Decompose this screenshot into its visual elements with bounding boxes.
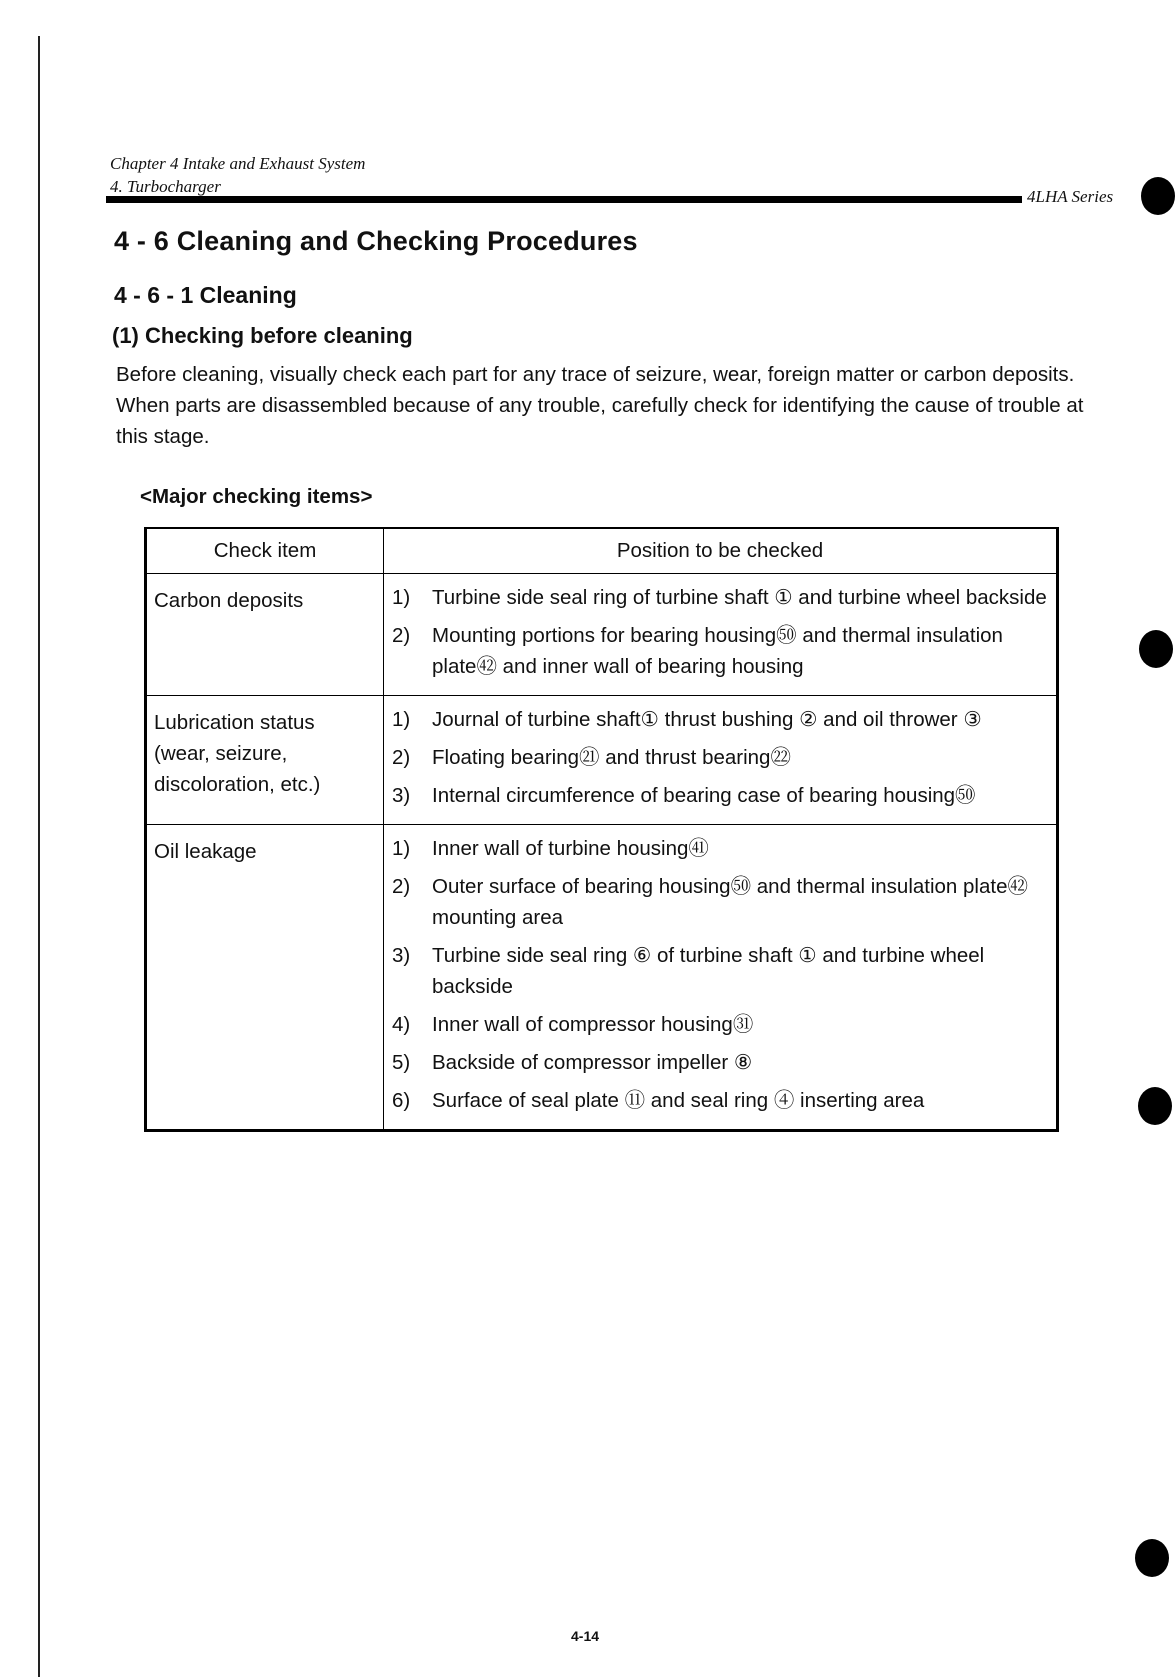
position-item (392, 1085, 1050, 1116)
major-items-label: <Major checking items> (140, 485, 373, 508)
header-check-item: Check item (146, 528, 384, 574)
header-position: Position to be checked (384, 528, 1058, 574)
position-text: Turbine side seal ring ⑥ of turbine shaft ① and turbine wheel backside (432, 944, 985, 998)
section-heading: 4 - 6 - 1 Cleaning (114, 282, 297, 308)
punch-hole (1135, 1539, 1169, 1577)
check-item-cell: Oil leakage (146, 825, 384, 1131)
binding-line (38, 36, 40, 1677)
intro-paragraph: Before cleaning, visually check each part for any trace of seizure, wear, foreign matter or carbon deposits. When parts are disassembled because of any trouble, carefully check for identifying the cause of trouble at this stage. (116, 363, 1084, 448)
position-number: 1) (392, 837, 411, 860)
position-cell (384, 825, 1058, 1131)
position-text: Floating bearing㉑ and thrust bearing㉒ (432, 746, 791, 769)
header-rule (106, 196, 1022, 203)
position-item (392, 1009, 1050, 1040)
punch-hole (1138, 1087, 1172, 1125)
table-row (146, 696, 1058, 825)
table-row (146, 574, 1058, 696)
position-item (392, 780, 1050, 811)
position-item (392, 742, 1050, 773)
position-cell (384, 574, 1058, 696)
page-title: 4 - 6 Cleaning and Checking Procedures (114, 226, 638, 256)
table-header-row (146, 528, 1058, 574)
position-item (392, 582, 1050, 613)
header-section: 4. Turbocharger (110, 177, 221, 196)
position-number: 1) (392, 708, 411, 731)
position-text: Inner wall of compressor housing㉛ (432, 1013, 754, 1036)
position-cell (384, 696, 1058, 825)
position-text: Surface of seal plate ⑪ and seal ring ④ inserting area (432, 1089, 925, 1112)
checking-items-table (144, 527, 1059, 1132)
position-item (392, 940, 1050, 1002)
position-text: Outer surface of bearing housing㊿ and thermal insulation plate㊷ mounting area (432, 875, 1028, 929)
position-number: 3) (392, 944, 411, 967)
position-text: Journal of turbine shaft① thrust bushing ② and oil thrower ③ (432, 708, 982, 731)
position-number: 1) (392, 586, 411, 609)
position-number: 4) (392, 1013, 411, 1036)
punch-hole (1141, 177, 1175, 215)
header-chapter: Chapter 4 Intake and Exhaust System (110, 154, 366, 173)
position-text: Mounting portions for bearing housing㊿ and thermal insulation plate㊷ and inner wall of bearing housing (432, 624, 1003, 678)
position-text: Turbine side seal ring of turbine shaft ① and turbine wheel backside (432, 586, 1047, 609)
position-text: Backside of compressor impeller ⑧ (432, 1051, 753, 1074)
position-item (392, 833, 1050, 864)
punch-hole (1139, 630, 1173, 668)
position-text: Internal circumference of bearing case of bearing housing㊿ (432, 784, 976, 807)
position-number: 2) (392, 624, 411, 647)
page-number: 4-14 (571, 1628, 600, 1644)
subsection-heading: (1) Checking before cleaning (112, 323, 413, 348)
position-item (392, 1047, 1050, 1078)
check-item-cell: Carbon deposits (146, 574, 384, 696)
position-number: 6) (392, 1089, 411, 1112)
position-number: 5) (392, 1051, 411, 1074)
position-text: Inner wall of turbine housing㊶ (432, 837, 709, 860)
table-row (146, 825, 1058, 1131)
position-item (392, 620, 1050, 682)
position-number: 3) (392, 784, 411, 807)
series-label: 4LHA Series (1027, 187, 1114, 206)
position-item (392, 871, 1050, 933)
position-number: 2) (392, 875, 411, 898)
position-number: 2) (392, 746, 411, 769)
position-item (392, 704, 1050, 735)
check-item-cell: Lubrication status (wear, seizure, discoloration, etc.) (146, 696, 384, 825)
